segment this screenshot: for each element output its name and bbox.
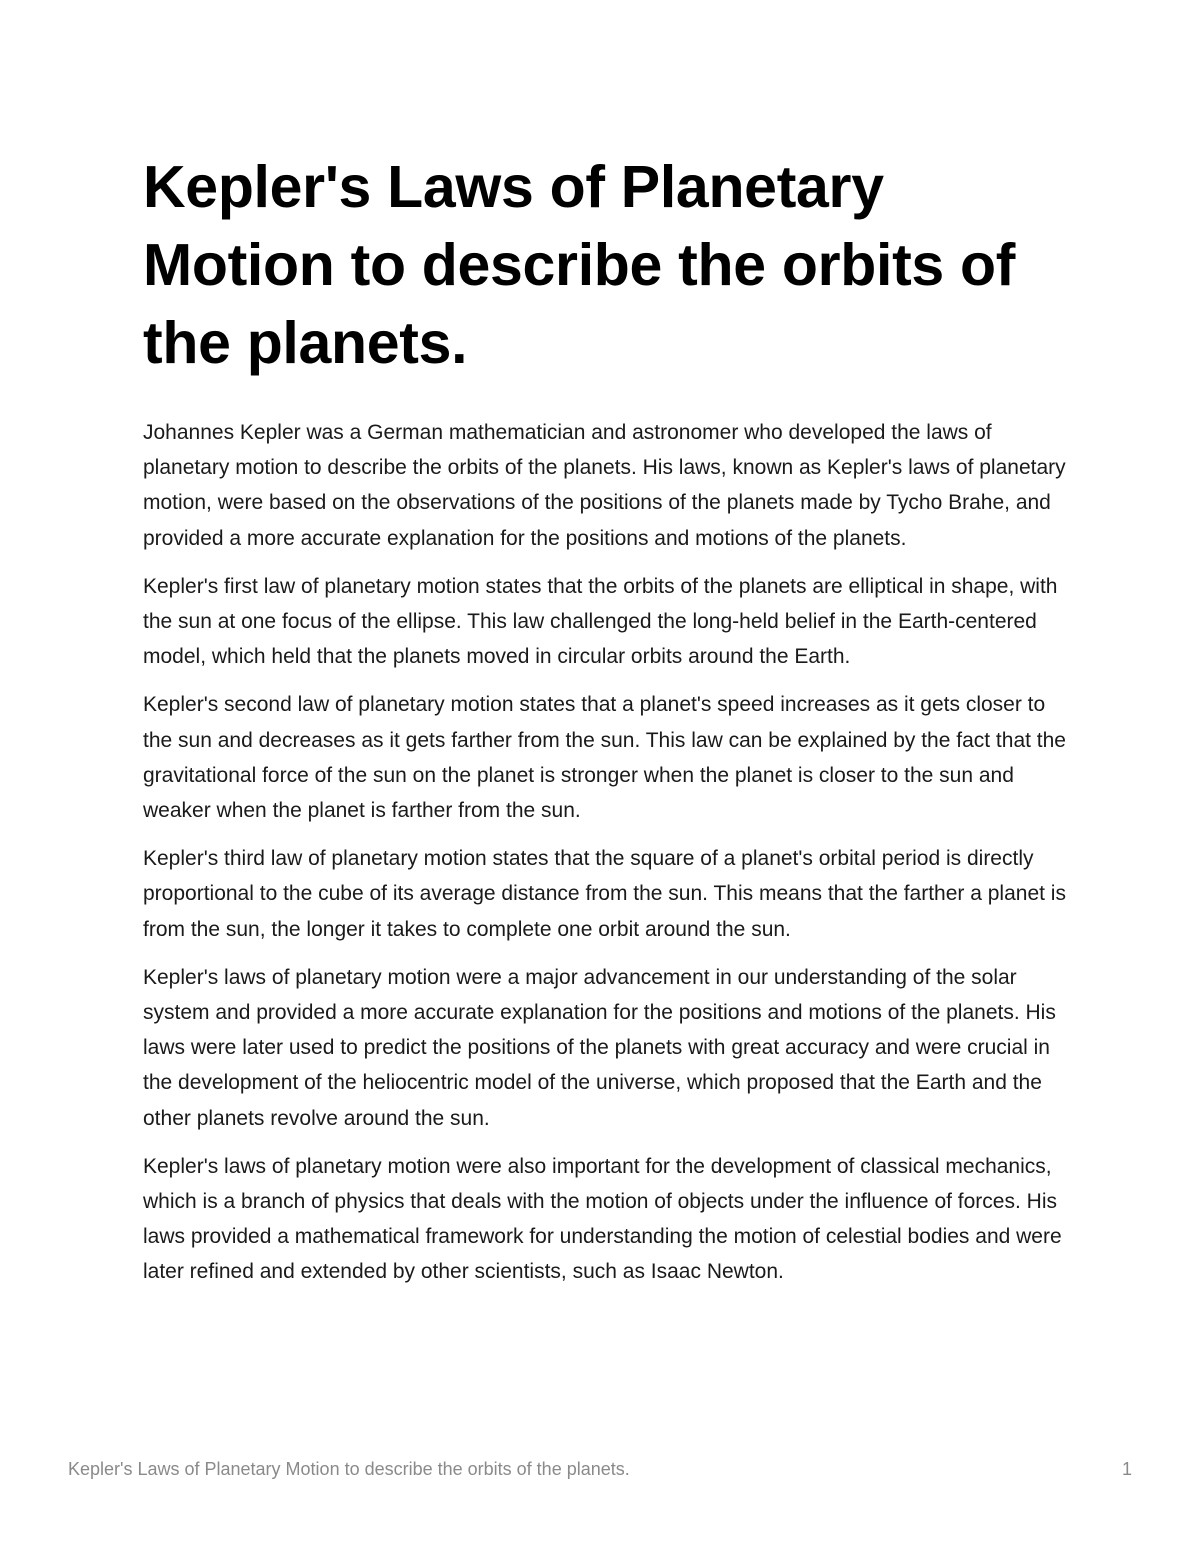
footer-running-title: Kepler's Laws of Planetary Motion to describe the orbits of the planets. (68, 1458, 630, 1479)
paragraph-significance: Kepler's laws of planetary motion were a major advancement in our understanding of the solar system and provided a more accurate explanation for the positions and motions of the planets. His laws were later used to predict the positions of the planets with great accuracy and were crucial in the development of the heliocentric model of the universe, which proposed that the Earth and the other planets revolve around the sun. (143, 965, 1056, 1130)
page-footer (68, 1456, 1132, 1482)
paragraph-third-law: Kepler's third law of planetary motion states that the square of a planet's orbital period is directly proportional to the cube of its average distance from the sun. This means that the farther a planet is from the sun, the longer it takes to complete one orbit around the sun. (143, 847, 1066, 941)
document-body (143, 415, 1068, 1290)
paragraph-classical-mechanics: Kepler's laws of planetary motion were also important for the development of classical mechanics, which is a branch of physics that deals with the motion of objects under the influence of forces. His laws provided a mathematical framework for understanding the motion of celestial bodies and were later refined and extended by other scientists, such as Isaac Newton. (143, 1154, 1062, 1284)
paragraph-second-law: Kepler's second law of planetary motion states that a planet's speed increases as it gets closer to the sun and decreases as it gets farther from the sun. This law can be explained by the fact that the gravitational force of the sun on the planet is stronger when the planet is closer to the sun and weaker when the planet is farther from the sun. (143, 693, 1066, 823)
paragraph-intro: Johannes Kepler was a German mathematician and astronomer who developed the laws of planetary motion to describe the orbits of the planets. His laws, known as Kepler's laws of planetary motion, were based on the observations of the positions of the planets made by Tycho Brahe, and provided a more accurate explanation for the positions and motions of the planets. (143, 421, 1066, 550)
paragraph-first-law: Kepler's first law of planetary motion states that the orbits of the planets are elliptical in shape, with the sun at one focus of the ellipse. This law challenged the long-held belief in the Earth-centered model, which held that the planets moved in circular orbits around the Earth. (143, 574, 1058, 669)
document-title: Kepler's Laws of Planetary Motion to describe the orbits of the planets. (143, 154, 1016, 376)
document-content (143, 148, 1068, 1303)
page-number: 1 (1121, 1458, 1132, 1479)
